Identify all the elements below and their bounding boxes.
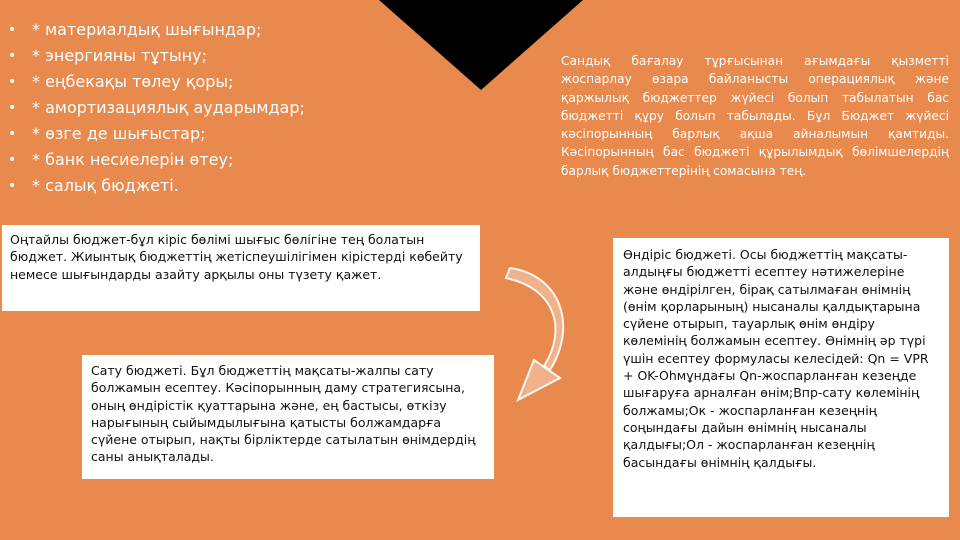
list-item: • * материалдық шығындар; [8, 17, 305, 43]
bullet-icon: • [8, 48, 17, 64]
list-item: • * өзге де шығыстар; [8, 121, 305, 147]
bullet-icon: • [8, 152, 17, 168]
bullet-icon: • [8, 100, 17, 116]
bullet-icon: • [8, 178, 17, 194]
optimal-budget-box: Оңтайлы бюджет-бұл кіріс бөлімі шығыс бөлігіне тең болатын бюджет. Жиынтық бюджеттің жетіспеушілігімен кірістерді көбейту немесе шығындарды азайту арқылы оны түзету қажет. [2, 225, 480, 311]
list-item: • * амортизациялық аударымдар; [8, 95, 305, 121]
list-item: • * банк несиелерін өтеу; [8, 147, 305, 173]
black-triangle-shape [379, 0, 583, 90]
expense-bullet-list [8, 17, 305, 199]
production-budget-box: Өндіріс бюджеті. Осы бюджеттің мақсаты-алдыңғы бюджетті есептеу нәтижелеріне және өндірілген, бірақ сатылмаған өнімнің (өнім қорларының) нысаналы қалдықтарына сүйене отырып, тауарлық өнім өндіру көлемінің болжамын есептеу. Өнімнің әр түрі үшін есептеу формуласы келесідей: Qn = VPR + OK-Ohмұндағы Qn-жоспарланған кезеңде шығаруға арналған өнім;Впр-сату көлемінің болжамы;Ок - жоспарланған кезеңнің соңындағы дайын өнімнің нысаналы қалдығы;Ол - жоспарланған кезеңнің басындағы өнімнің қалдығы. [613, 238, 949, 517]
list-item: • * салық бюджеті. [8, 173, 305, 199]
sales-budget-box: Сату бюджеті. Бұл бюджеттің мақсаты-жалпы сату болжамын есептеу. Кәсіпорынның даму стратегиясына, оның өндірістік қуаттарына және, ең бастысы, өткізу нарығының сыйымдылығына қатысты болжамдарға сүйене отырып, нақты бірліктерде сатылатын өнімдердің саны анықталады. [82, 355, 494, 479]
bullet-icon: • [8, 126, 17, 142]
curved-arrow-icon [500, 260, 580, 410]
master-budget-paragraph: Сандық бағалау тұрғысынан ағымдағы қызметті жоспарлау өзара байланысты операциялық және қаржылық бюджеттер жүйесі болып табылатын бас бюджетті құру болып табылады. Бұл Бюджет жүйесі кәсіпорынның барлық ақша айналымын қамтиды. Кәсіпорынның бас бюджеті құрылымдық бөлімшелердің барлық бюджеттерінің сомасына тең. [561, 54, 949, 178]
bullet-icon: • [8, 22, 17, 38]
list-item: • * энергияны тұтыну; [8, 43, 305, 69]
list-item: • * еңбекақы төлеу қоры; [8, 69, 305, 95]
bullet-icon: • [8, 74, 17, 90]
